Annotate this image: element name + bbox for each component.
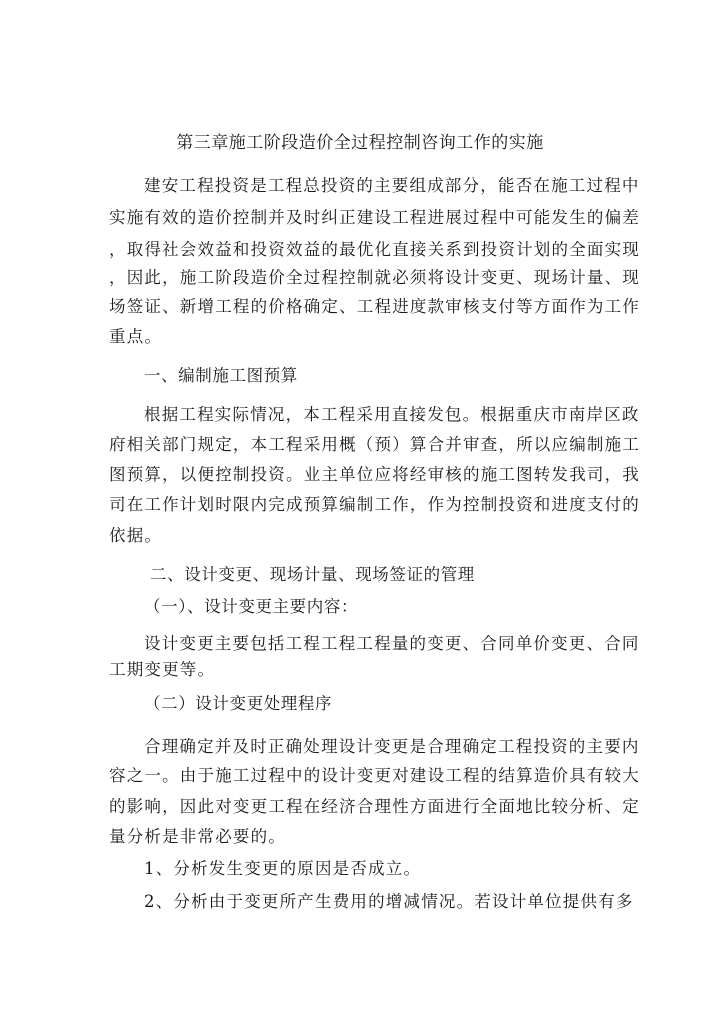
section-heading: 一、编制施工图预算 xyxy=(144,366,298,385)
numbered-item: 2、分析由于变更所产生费用的增减情况。若设计单位提供有多 xyxy=(144,892,634,911)
subsection-heading: （一）、设计变更主要内容： xyxy=(144,597,359,616)
paragraph-line: 府相关部门规定，本工程采用概（预）算合并审查，所以应编制施工 xyxy=(109,435,640,454)
paragraph-line: 依据。 xyxy=(109,526,163,545)
paragraph-line: ，取得社会效益和投资效益的最优化直接关系到投资计划的全面实现 xyxy=(109,240,640,259)
subsection-heading: （二）设计变更处理程序 xyxy=(144,694,333,713)
paragraph-line: 容之一。由于施工过程中的设计变更对建设工程的结算造价具有较大 xyxy=(109,766,640,785)
paragraph-line: 量分析是非常必要的。 xyxy=(109,827,286,846)
paragraph-line: 工期变更等。 xyxy=(109,660,216,679)
paragraph-line: 设计变更主要包括工程工程工程量的变更、合同单价变更、合同 xyxy=(144,634,640,653)
paragraph-line: 实施有效的造价控制并及时纠正建设工程进展过程中可能发生的偏差 xyxy=(109,208,640,227)
chapter-title: 第三章施工阶段造价全过程控制咨询工作的实施 xyxy=(176,133,544,153)
paragraph-line: 根据工程实际情况，本工程采用直接发包。根据重庆市南岸区政 xyxy=(144,405,640,424)
paragraph-line: 场签证、新增工程的价格确定、工程进度款审核支付等方面作为工作 xyxy=(109,297,640,316)
paragraph-line: 司在工作计划时限内完成预算编制工作，作为控制投资和进度支付的 xyxy=(109,495,640,514)
numbered-item: 1、分析发生变更的原因是否成立。 xyxy=(144,859,422,878)
paragraph-line: 重点。 xyxy=(109,327,163,346)
paragraph-line: ，因此，施工阶段造价全过程控制就必须将设计变更、现场计量、现 xyxy=(109,268,640,287)
paragraph-line: 合理确定并及时正确处理设计变更是合理确定工程投资的主要内 xyxy=(144,737,640,756)
section-heading: 二、设计变更、现场计量、现场签证的管理 xyxy=(150,565,475,584)
paragraph-line: 的影响，因此对变更工程在经济合理性方面进行全面地比较分析、定 xyxy=(109,797,640,816)
paragraph-line: 图预算，以便控制投资。业主单位应将经审核的施工图转发我司，我 xyxy=(109,465,640,484)
paragraph-line: 建安工程投资是工程总投资的主要组成部分，能否在施工过程中 xyxy=(144,176,640,195)
